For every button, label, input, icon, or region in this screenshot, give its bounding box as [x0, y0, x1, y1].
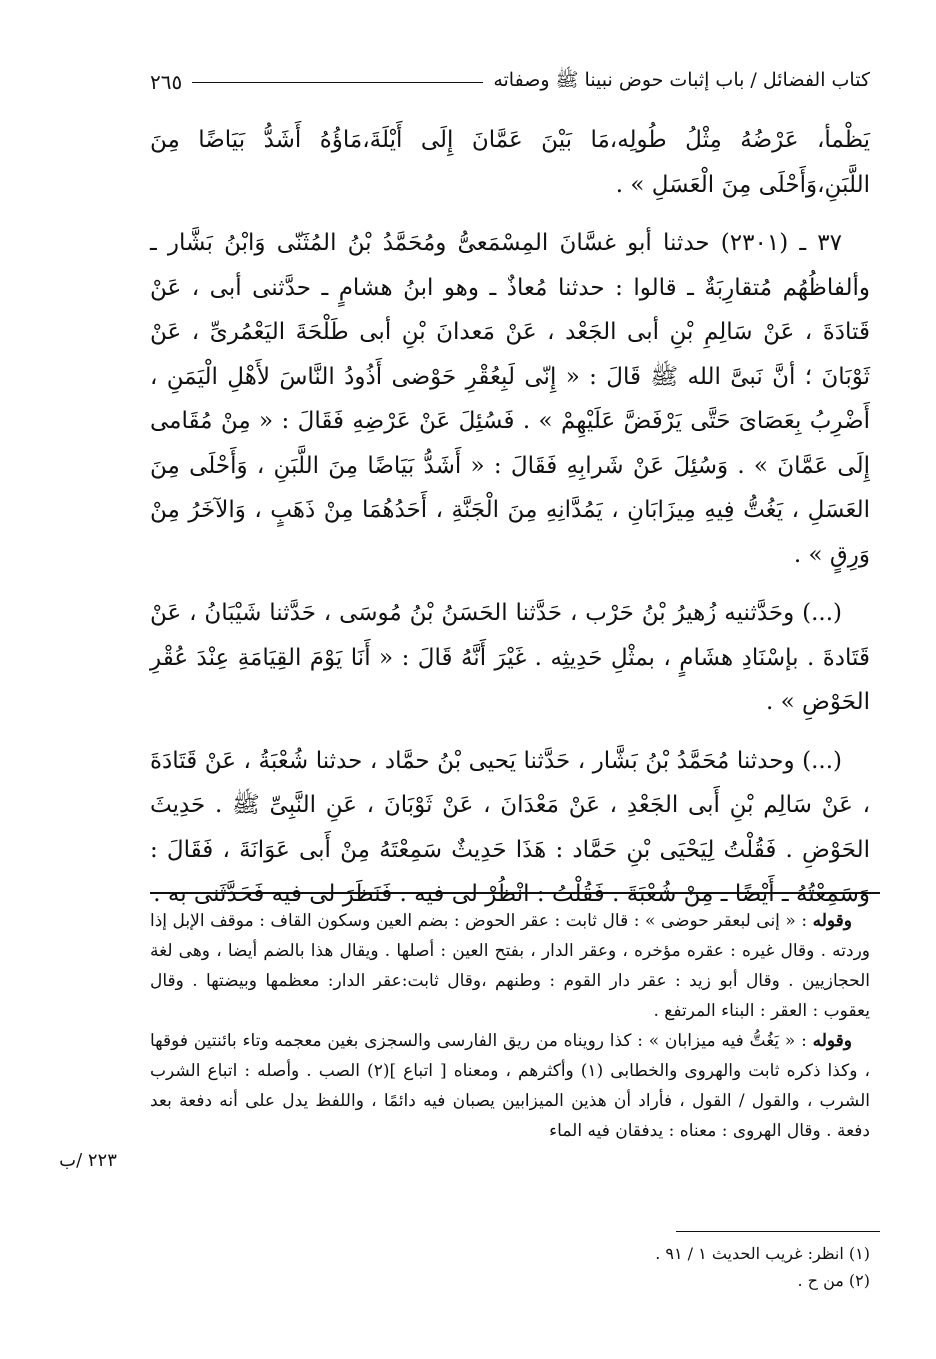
header-title: كتاب الفضائل / باب إثبات حوض نبينا ﷺ وصفاته: [493, 69, 870, 91]
hadith-paragraph: (...) وحدثنا مُحَمَّدُ بْنُ بَشَّار ، حَدَّثنا يَحيى بْنُ حمَّاد ، حدثنا شُعْبَةُ ، عَنْ قَتَادَةَ ، عَنْ سَالِم بْنِ أَبى الجَعْدِ ، عَنْ مَعْدَانَ ، عَنْ ثَوْبَانَ ، عَنِ النَّبِىِّ ﷺ . حَدِيثَ الحَوْضِ . فَقُلْتُ لِيَحْيَى بْنِ حَمَّاد : هَذَا حَدِيثٌ سَمِعْتَهُ مِنْ أَبى عَوَانَةَ ، فَقَالَ : وَسَمِعْتُهُ ـ أَيْضًا ـ مِنْ شُعْبَةَ . فَقُلْتُ : انْظُرْ لى فيه . فَنَظَرَ لى فيه فَحَدَّثَنى به .: [150, 747, 870, 907]
main-text: [150, 118, 870, 917]
running-header: [150, 66, 870, 98]
commentary-keyword: وقوله: [812, 1031, 852, 1051]
commentary-keyword: وقوله: [812, 911, 852, 931]
commentary-text: : « يَغُتُّ فيه ميزابان » : كذا رويناه من ريق الفارسى والسجزى بغين معجمه وتاء بائنتين فوقها ، وكذا ذكره ثابت والهروى والخطابى (١) وأكثرهم ، ومعناه [ اتباع ](٢) الصب . وأصله : اتباع الشرب الشرب ، والقول / القول ، فأراد أن هذين الميزابين يصبان فيه دائمًا ، واللفظ يدل على أنه دفعة بعد دفعة . وقال الهروى : معناه : يدفقان فيه الماء: [150, 1031, 870, 1141]
commentary-divider: [150, 892, 880, 894]
commentary-text: : « إنى لبعقر حوضى » : قال ثابت : عقر الحوض : بضم العين وسكون القاف : موقف الإبل إذا وردته . وقال غيره : عقره مؤخره ، وعقر الدار ، بفتح العين : أصلها . ويقال هذا بالضم أيضا ، وهى لغة الحجازيين . وقال أبو زيد : عقر دار القوم : وطنهم ،وقال ثابت:عقر الدار: معظمها وبيضتها . وقال يعقوب : العقر : البناء المرتفع .: [150, 911, 870, 1021]
footnote: (٢) من ح .: [797, 1271, 870, 1290]
hadith-paragraph: (...) وحَدَّثنيه زُهيرُ بْنُ حَرْب ، حَدَّثنا الحَسَنُ بْنُ مُوسَى ، حَدَّثنا شَيْبَانُ ، عَنْ قَتَادةَ . بإسْنَادِ هشَامٍ ، بمثْلِ حَدِيثِه . غَيْرَ أَنَّهُ قَالَ : « أَنَا يَوْمَ القِيَامَةِ عِنْدَ عُقْرِ الحَوْضِ » .: [150, 600, 870, 715]
footnote-rule: [676, 1231, 880, 1232]
commentary: [150, 906, 870, 1146]
commentary-paragraph: [150, 906, 870, 1026]
footnote: (١) انظر: غريب الحديث ١ / ٩١ .: [655, 1244, 870, 1263]
hadith-paragraph: ٣٧ ـ (٢٣٠١) حدثنا أبو غسَّانَ المِسْمَعىُّ ومُحَمَّدُ بْنُ المُثَنّى وَابْنُ بَشَّار ـ وألفاظُهُم مُتقارِبَةٌ ـ قالوا : حدثنا مُعاذٌ ـ وهو ابنُ هشامٍ ـ حدَّثنى أبى ، عَنْ قَتادَةَ ، عَنْ سَالِمِ بْنِ أبى الجَعْد ، عَنْ مَعدانَ بْنِ أبى طَلْحَةَ اليَعْمُرىِّ ، عَنْ ثَوْبَانَ ؛ أنَّ نَبىَّ الله ﷺ قَالَ : « إِنّى لَبِعُقْرِ حَوْضى أَذُودُ النَّاسَ لأَهْلِ الْيَمَنِ ، أَضْرِبُ بِعَصَاىَ حَتَّى يَرْفَضَّ عَلَيْهِمْ » . فَسُئِلَ عَنْ عَرْضِهِ فَقَالَ : « مِنْ مُقَامى إِلَى عَمَّانَ » . وَسُئِلَ عَنْ شَرابِهِ فَقَالَ : « أَشَدُّ بَيَاضًا مِنَ اللَّبَنِ ، وَأَحْلَى مِنَ العَسَلِ ، يَغُتُّ فِيهِ مِيزَابَانِ ، يَمُدَّانِهِ مِنَ الْجَنَّةِ ، أَحَدُهُمَا مِنْ ذَهَبٍ ، وَالآخَرُ مِنْ وَرِقٍ » .: [150, 230, 870, 568]
footnotes: [150, 1240, 870, 1294]
commentary-paragraph: [150, 1026, 870, 1146]
header-rule: [192, 82, 483, 83]
page-number: ٢٦٥: [150, 70, 183, 94]
main-paragraph: يَظْمأ، عَرْضُهُ مِثْلُ طُولِه،مَا بَيْنَ عَمَّانَ إِلَى أَيْلَةَ،مَاؤُهُ أَشَدُّ بَيَاضًا مِنَ اللَّبَنِ،وَأَحْلَى مِنَ الْعَسَلِ » .: [150, 127, 870, 198]
manuscript-folio-marker: ٢٢٣ /ب: [59, 1150, 117, 1171]
